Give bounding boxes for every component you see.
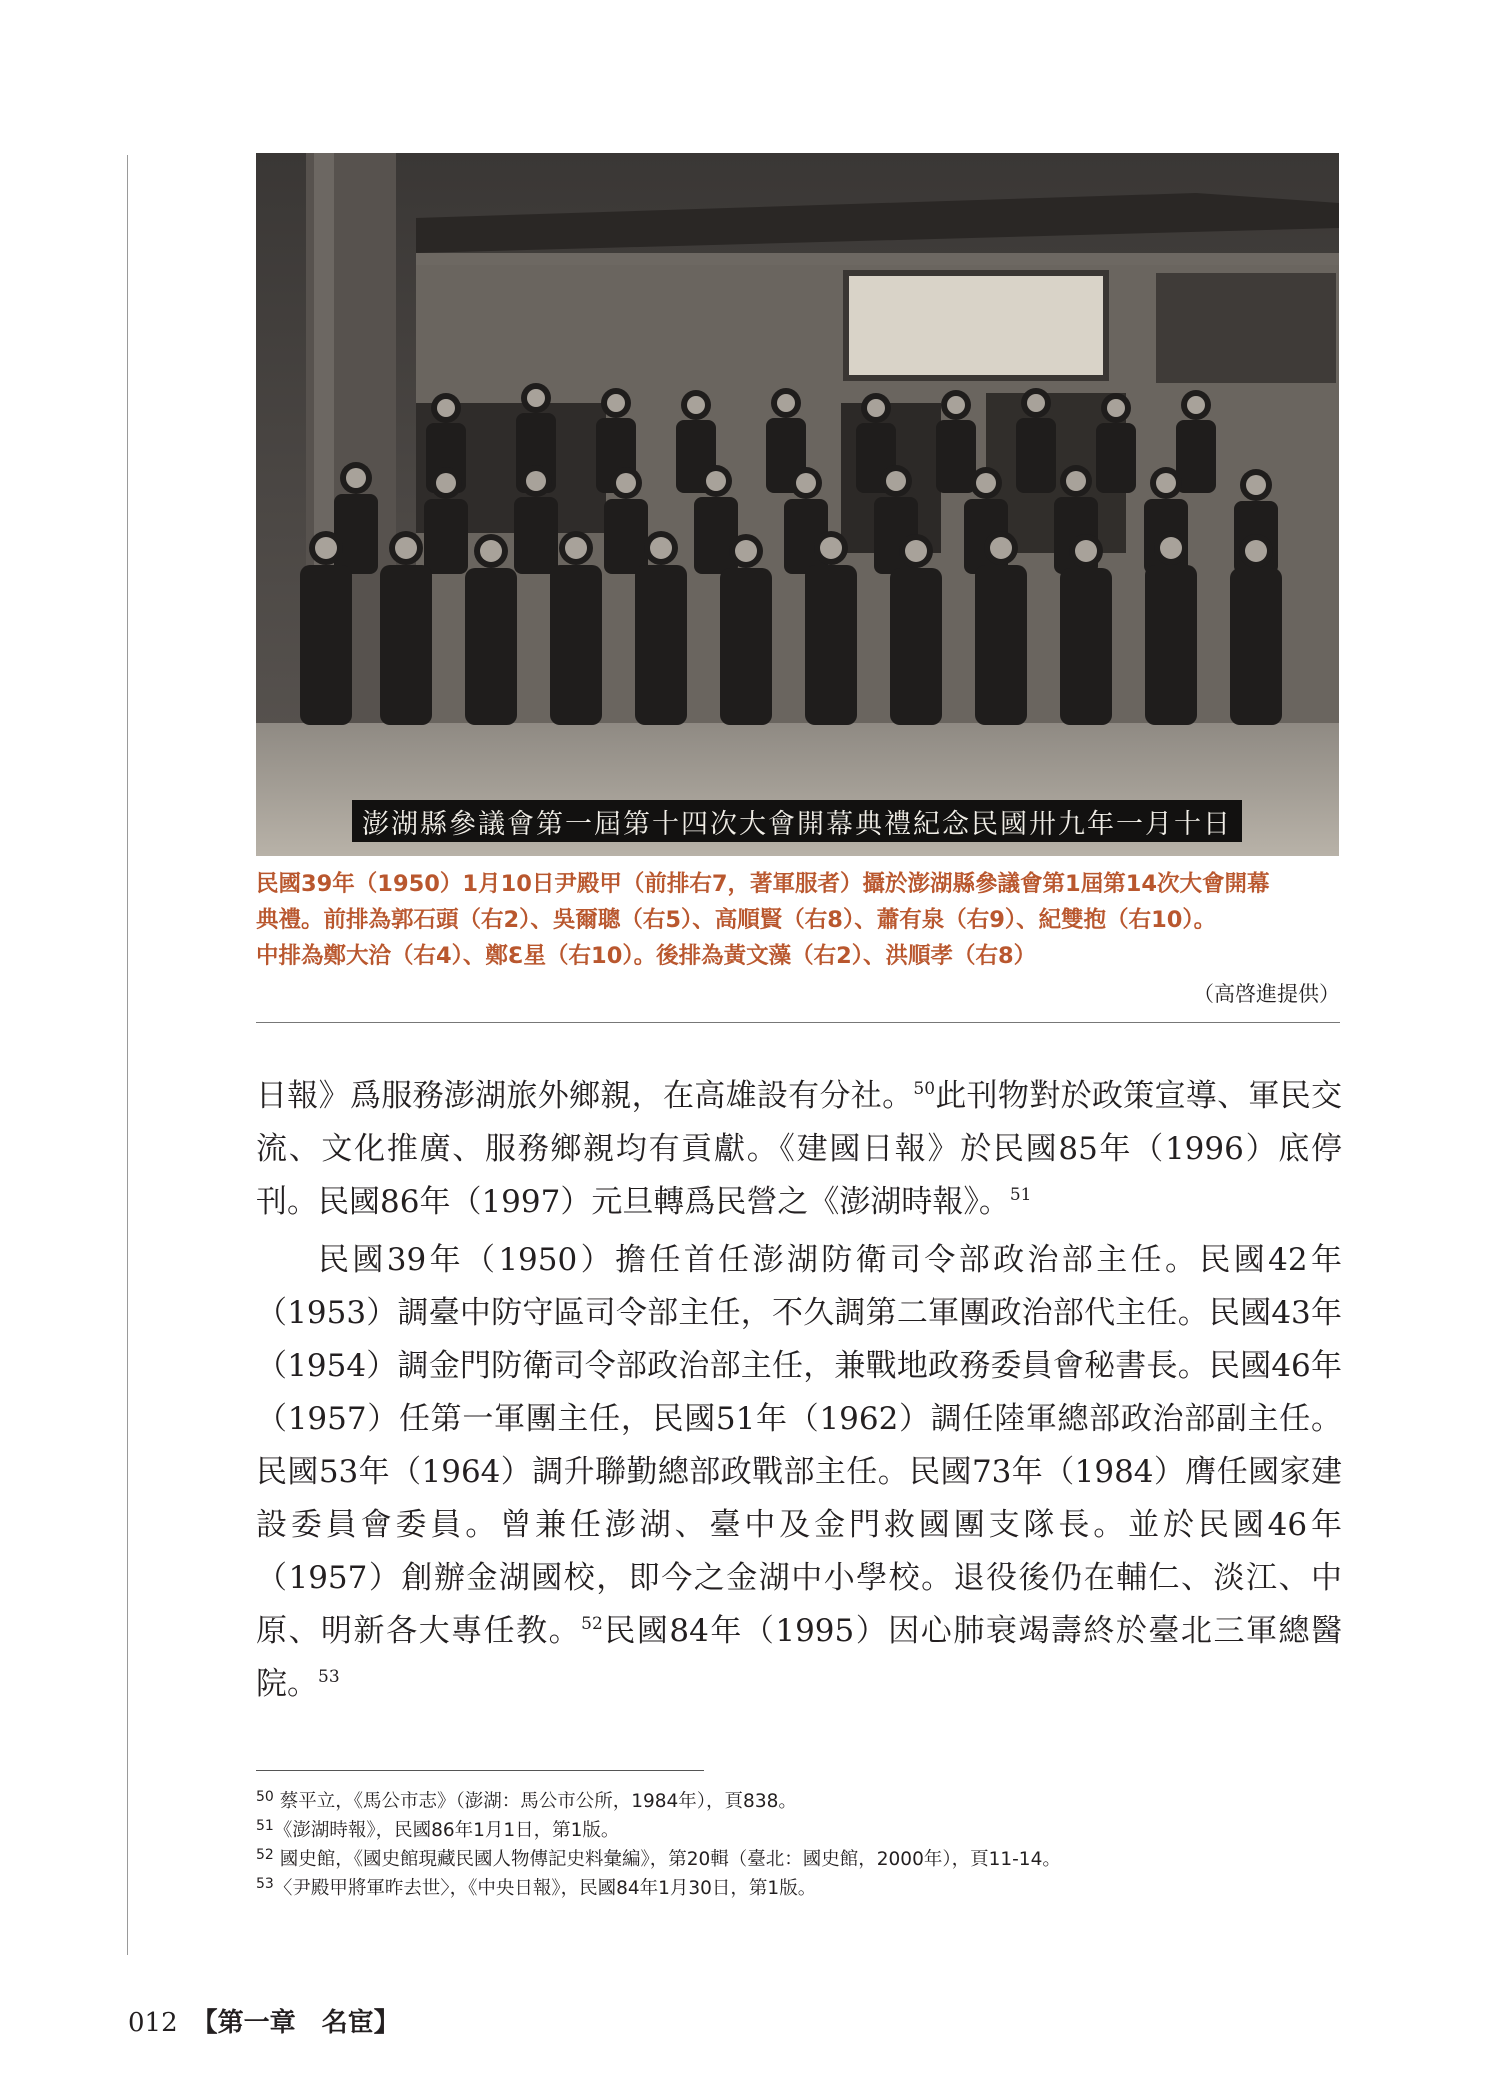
group-photo <box>256 153 1339 856</box>
footnote-ref[interactable]: 50 <box>913 1079 936 1099</box>
footnote-ref[interactable]: 52 <box>581 1614 603 1634</box>
footnote-ref[interactable]: 51 <box>1009 1185 1032 1205</box>
caption-line: 民國39年（1950）1月10日尹殿甲（前排右7，著軍服者）攝於澎湖縣參議會第1屆第14次大會開幕 <box>256 871 1270 897</box>
caption-line: 典禮。前排為郭石頭（右2）、吳爾聰（右5）、高順賢（右8）、蕭有泉（右9）、紀雙抱（右10）。 <box>256 907 1217 933</box>
margin-rule <box>127 155 128 1955</box>
paragraph: 民國39年（1950）擔任首任澎湖防衛司令部政治部主任。民國42年（1953）調臺中防守區司令部主任，不久調第二軍團政治部代主任。民國43年（1954）調金門防衛司令部政治部主任，兼戰地政務委員會秘書長。民國46年（1957）任第一軍團主任，民國51年（1962）調任陸軍總部政治部副主任。民國53年（1964）調升聯勤總部政戰部主任。民國73年（1984）膺任國家建設委員會委員。曾兼任澎湖、臺中及金門救國團支隊長。並於民國46年（1957）創辦金湖國校，即今之金湖中小學校。退役後仍在輔仁、淡江、中原、明新各大專任教。$^{52}$民國84年（1995）因心肺衰竭壽終於臺北三軍總醫院。$^{53}$ <box>256 1242 1342 1702</box>
body-text <box>256 1070 1342 1711</box>
caption-line: 中排為鄭大洽（右4）、鄭Ԑ星（右10）。後排為黃文藻（右2）、洪順孝（右8） <box>256 943 1037 969</box>
page-number: 012 <box>128 2008 178 2038</box>
chapter-title: 【第一章 名宦】 <box>191 2008 400 2038</box>
caption-divider <box>256 1022 1340 1023</box>
commemorative-banner: 澎湖縣參議會第一屆第十四次大會開幕典禮紀念民國卅九年一月十日 <box>362 808 1232 840</box>
photo-credit: （高啓進提供） <box>1193 982 1340 1006</box>
footnote-ref[interactable]: 53 <box>318 1667 340 1687</box>
footnote: $^{52}$ 國史館，《國史館現藏民國人物傳記史料彙編》，第20輯（臺北：國史館，2000年），頁11-14。 <box>256 1847 1061 1870</box>
footnotes <box>256 1787 1336 1903</box>
photo-caption <box>256 866 1346 974</box>
footnote: $^{50}$ 蔡平立，《馬公市志》（澎湖：馬公市公所，1984年），頁838。 <box>256 1789 797 1812</box>
footnote: $^{51}$《澎湖時報》，民國86年1月1日，第1版。 <box>256 1818 620 1841</box>
footnote-divider <box>256 1770 704 1771</box>
paragraph: 日報》爲服務澎湖旅外鄉親，在高雄設有分社。$^{50}$此刊物對於政策宣導、軍民交流、文化推廣、服務鄉親均有貢獻。《建國日報》於民國85年（1996）底停刊。民國86年（1997）元旦轉爲民營之《澎湖時報》。$^{51}$ <box>256 1078 1343 1220</box>
page-footer <box>128 2002 400 2039</box>
footnote: $^{53}$〈尹殿甲將軍昨去世〉，《中央日報》，民國84年1月30日，第1版。 <box>256 1876 817 1899</box>
